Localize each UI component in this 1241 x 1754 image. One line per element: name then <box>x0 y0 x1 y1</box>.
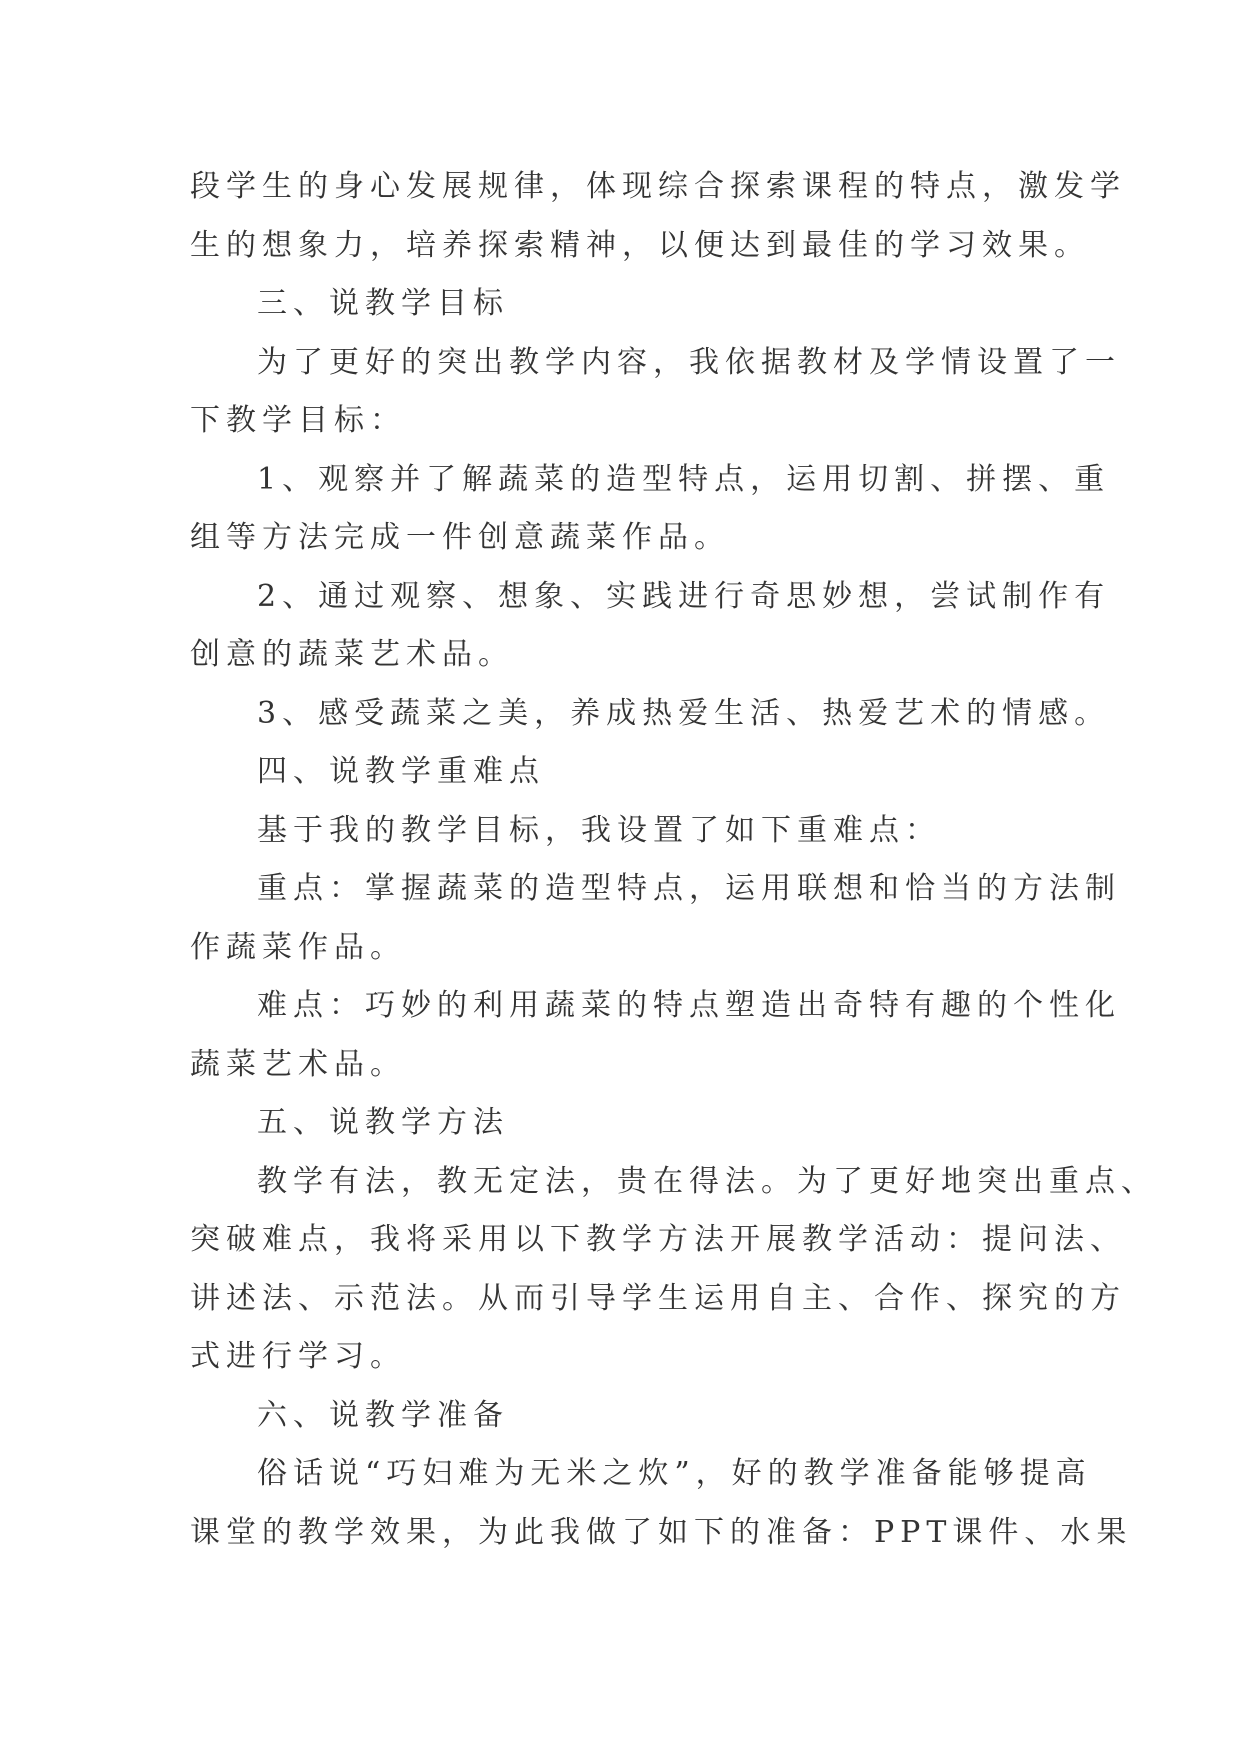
preparation-line-2: 课堂的教学效果，为此我做了如下的准备：PPT课件、水果 <box>190 1514 1133 1550</box>
text-line-12: 基于我的教学目标，我设置了如下重难点： <box>257 812 941 848</box>
goal-item-1-line-2: 组等方法完成一件创意蔬菜作品。 <box>190 520 730 555</box>
section-heading-goals: 三、说教学目标 <box>257 286 509 321</box>
preparation-line-1: 俗话说“巧妇难为无米之炊”，好的教学准备能够提高 <box>257 1456 1092 1491</box>
difficulty-line-2: 蔬菜艺术品。 <box>190 1046 406 1082</box>
document-body <box>190 158 1157 1562</box>
text-line-5: 下教学目标： <box>190 403 406 438</box>
key-point-line-1: 重点：掌握蔬菜的造型特点，运用联想和恰当的方法制 <box>257 871 1121 906</box>
difficulty-line-1: 难点：巧妙的利用蔬菜的特点塑造出奇特有趣的个性化 <box>257 988 1121 1023</box>
text-line-4: 为了更好的突出教学内容，我依据教材及学情设置了一 <box>257 344 1121 380</box>
section-heading-methods: 五、说教学方法 <box>257 1105 509 1140</box>
goal-item-2-line-2: 创意的蔬菜艺术品。 <box>190 637 514 672</box>
section-heading-key-points: 四、说教学重难点 <box>257 754 545 789</box>
methods-line-1: 教学有法，教无定法，贵在得法。为了更好地突出重点、 <box>257 1163 1157 1199</box>
methods-line-3: 讲述法、示范法。从而引导学生运用自主、合作、探究的方 <box>190 1280 1126 1316</box>
key-point-line-2: 作蔬菜作品。 <box>190 929 406 965</box>
goal-item-1-line-1: 1、观察并了解蔬菜的造型特点，运用切割、拼摆、重 <box>257 461 1111 497</box>
goal-item-2-line-1: 2、通过观察、想象、实践进行奇思妙想，尝试制作有 <box>257 578 1111 614</box>
text-line-1: 段学生的身心发展规律，体现综合探索课程的特点，激发学 <box>190 169 1126 204</box>
methods-line-4: 式进行学习。 <box>190 1339 406 1374</box>
section-heading-preparation: 六、说教学准备 <box>257 1397 509 1433</box>
methods-line-2: 突破难点，我将采用以下教学方法开展教学活动：提问法、 <box>190 1222 1126 1257</box>
goal-item-3: 3、感受蔬菜之美，养成热爱生活、热爱艺术的情感。 <box>257 695 1111 731</box>
text-line-2: 生的想象力，培养探索精神，以便达到最佳的学习效果。 <box>190 227 1090 263</box>
